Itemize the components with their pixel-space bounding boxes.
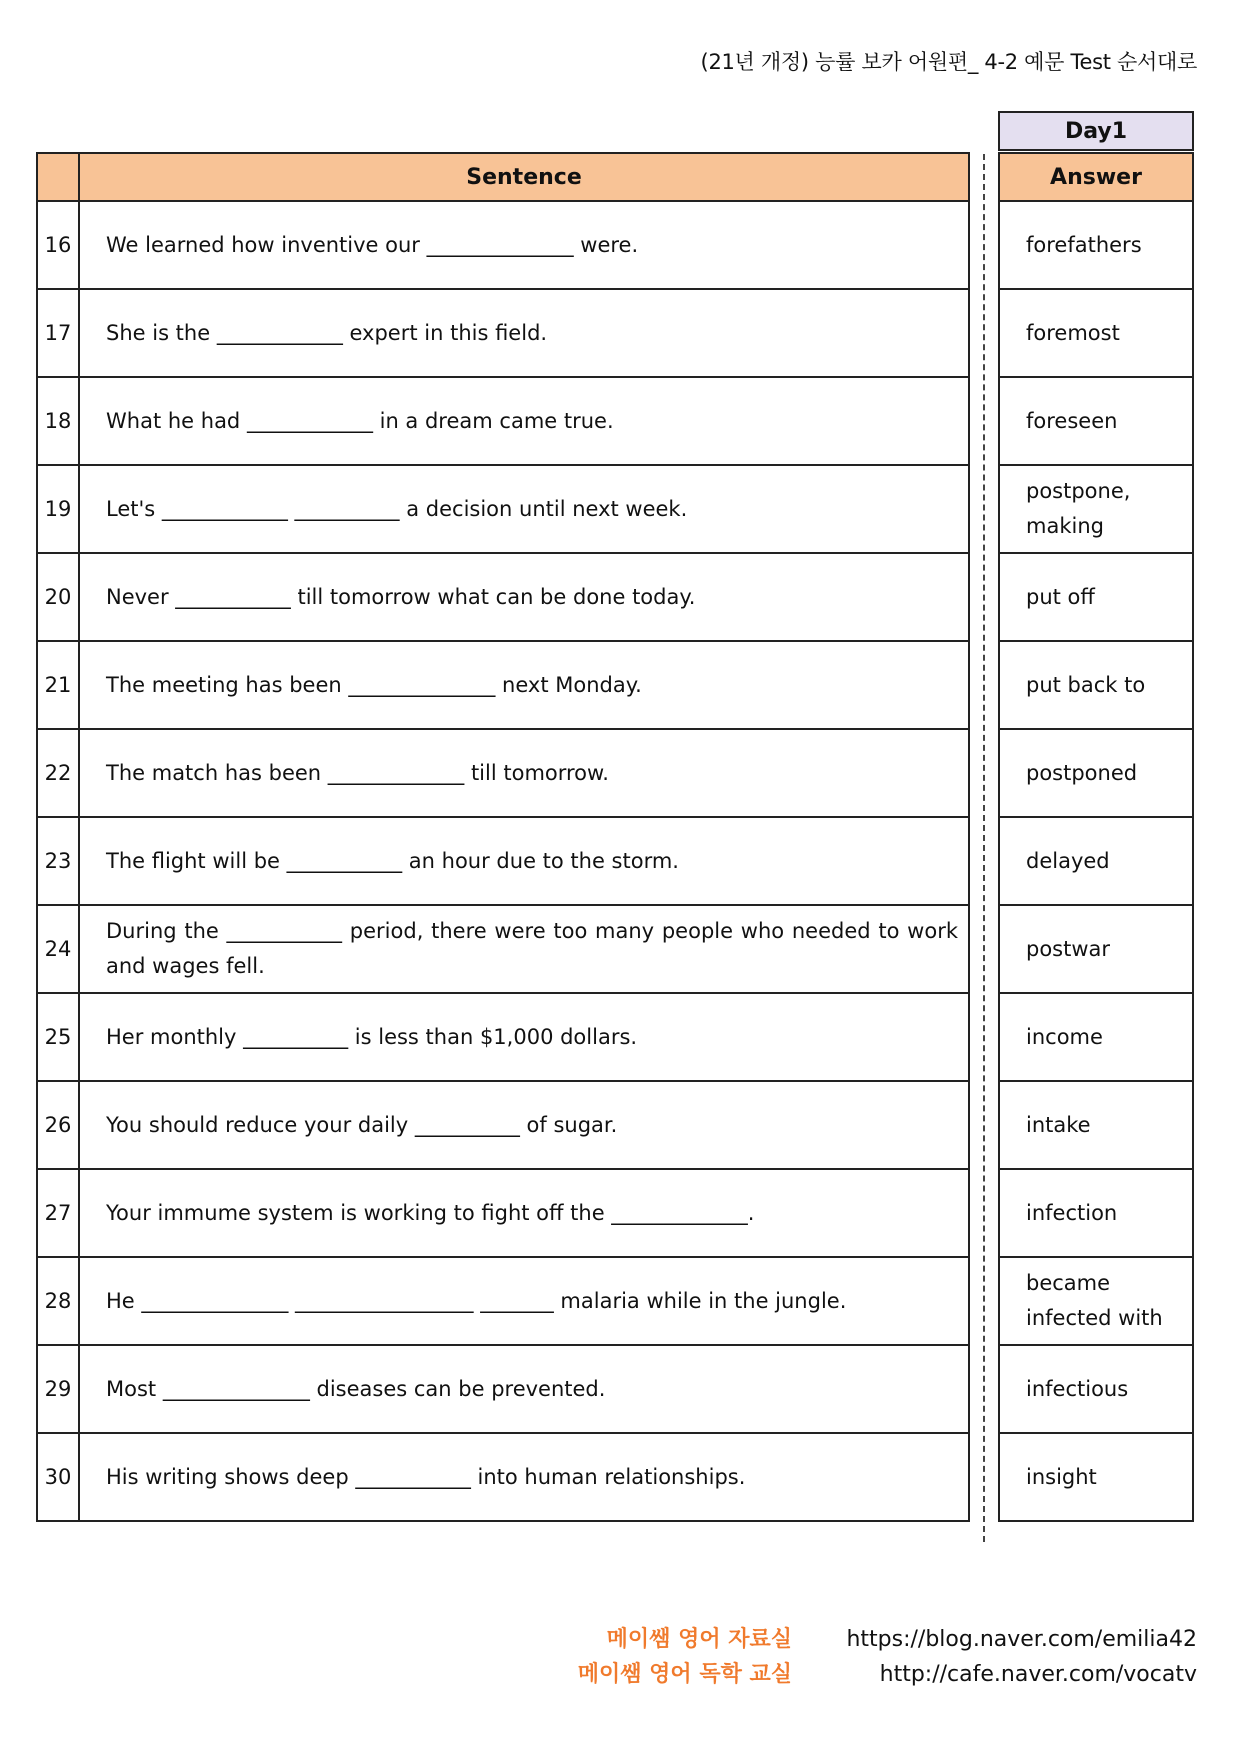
- sentence-cell: Never ___________ till tomorrow what can be done today.: [79, 553, 969, 641]
- answer-row: [999, 1081, 1193, 1169]
- answer-row: [999, 553, 1193, 641]
- answer-row: [999, 993, 1193, 1081]
- answer-cell: postpone, making: [999, 465, 1193, 553]
- row-number: 22: [37, 729, 79, 817]
- answer-row: [999, 1169, 1193, 1257]
- answer-header: Answer: [999, 153, 1193, 201]
- cut-line-divider: [983, 154, 985, 1542]
- sentence-header: Sentence: [79, 153, 969, 201]
- sentence-cell: You should reduce your daily __________ of sugar.: [79, 1081, 969, 1169]
- sentence-cell: We learned how inventive our ______________ were.: [79, 201, 969, 289]
- num-header-cell: [37, 153, 79, 201]
- sentence-cell: Let's ____________ __________ a decision until next week.: [79, 465, 969, 553]
- answer-table: [998, 152, 1194, 1522]
- table-row: [37, 465, 969, 553]
- answer-cell: forefathers: [999, 201, 1193, 289]
- table-row: [37, 553, 969, 641]
- answer-row: [999, 1433, 1193, 1521]
- sentence-cell: Your immume system is working to fight off the _____________.: [79, 1169, 969, 1257]
- footer-label-resources: 메이쌤 영어 자료실: [606, 1627, 792, 1652]
- table-row: [37, 1169, 969, 1257]
- row-number: 26: [37, 1081, 79, 1169]
- cafe-link[interactable]: http://cafe.naver.com/vocatv: [879, 1662, 1197, 1687]
- answer-row: [999, 201, 1193, 289]
- table-row: [37, 641, 969, 729]
- answer-cell: foremost: [999, 289, 1193, 377]
- row-number: 29: [37, 1345, 79, 1433]
- row-number: 19: [37, 465, 79, 553]
- answer-row: [999, 465, 1193, 553]
- row-number: 17: [37, 289, 79, 377]
- table-row: [37, 1345, 969, 1433]
- answer-row: [999, 1257, 1193, 1345]
- sentence-cell: During the ___________ period, there were too many people who needed to work and wages fell.: [79, 905, 969, 993]
- sentence-cell: The match has been _____________ till tomorrow.: [79, 729, 969, 817]
- row-number: 24: [37, 905, 79, 993]
- table-row: [37, 1081, 969, 1169]
- table-row: [37, 201, 969, 289]
- answer-row: [999, 641, 1193, 729]
- table-row: [37, 993, 969, 1081]
- footer-links: [846, 1622, 1197, 1692]
- row-number: 28: [37, 1257, 79, 1345]
- answer-row: [999, 1345, 1193, 1433]
- page-title: (21년 개정) 능률 보카 어원편_ 4-2 예문 Test 순서대로: [700, 50, 1197, 74]
- sentence-cell: Her monthly __________ is less than $1,000 dollars.: [79, 993, 969, 1081]
- table-row: [37, 729, 969, 817]
- answer-cell: foreseen: [999, 377, 1193, 465]
- answer-row: [999, 905, 1193, 993]
- answer-cell: intake: [999, 1081, 1193, 1169]
- answer-cell: postponed: [999, 729, 1193, 817]
- answer-row: [999, 289, 1193, 377]
- row-number: 20: [37, 553, 79, 641]
- table-row: [37, 1257, 969, 1345]
- blog-link[interactable]: https://blog.naver.com/emilia42: [846, 1627, 1197, 1652]
- sentence-cell: Most ______________ diseases can be prevented.: [79, 1345, 969, 1433]
- table-row: [37, 377, 969, 465]
- sentence-cell: He ______________ _________________ _______ malaria while in the jungle.: [79, 1257, 969, 1345]
- answer-cell: income: [999, 993, 1193, 1081]
- table-row: [37, 905, 969, 993]
- sentence-cell: What he had ____________ in a dream came true.: [79, 377, 969, 465]
- answer-row: [999, 729, 1193, 817]
- sentence-header-row: [37, 153, 969, 201]
- answer-cell: put off: [999, 553, 1193, 641]
- row-number: 25: [37, 993, 79, 1081]
- answer-cell: put back to: [999, 641, 1193, 729]
- row-number: 21: [37, 641, 79, 729]
- answer-cell: infectious: [999, 1345, 1193, 1433]
- row-number: 30: [37, 1433, 79, 1521]
- row-number: 18: [37, 377, 79, 465]
- answer-cell: delayed: [999, 817, 1193, 905]
- row-number: 16: [37, 201, 79, 289]
- answer-cell: insight: [999, 1433, 1193, 1521]
- sentence-cell: The flight will be ___________ an hour due to the storm.: [79, 817, 969, 905]
- answer-cell: postwar: [999, 905, 1193, 993]
- table-row: [37, 817, 969, 905]
- footer-labels: [578, 1622, 792, 1692]
- day-label: Day1: [998, 111, 1194, 151]
- table-row: [37, 1433, 969, 1521]
- answer-cell: became infected with: [999, 1257, 1193, 1345]
- sentence-table: [36, 152, 970, 1522]
- sentence-cell: She is the ____________ expert in this field.: [79, 289, 969, 377]
- sentence-cell: His writing shows deep ___________ into human relationships.: [79, 1433, 969, 1521]
- table-row: [37, 289, 969, 377]
- row-number: 23: [37, 817, 79, 905]
- row-number: 27: [37, 1169, 79, 1257]
- answer-cell: infection: [999, 1169, 1193, 1257]
- footer-label-classroom: 메이쌤 영어 독학 교실: [577, 1662, 792, 1687]
- answer-row: [999, 377, 1193, 465]
- answer-row: [999, 817, 1193, 905]
- answer-header-row: [999, 153, 1193, 201]
- sentence-cell: The meeting has been ______________ next Monday.: [79, 641, 969, 729]
